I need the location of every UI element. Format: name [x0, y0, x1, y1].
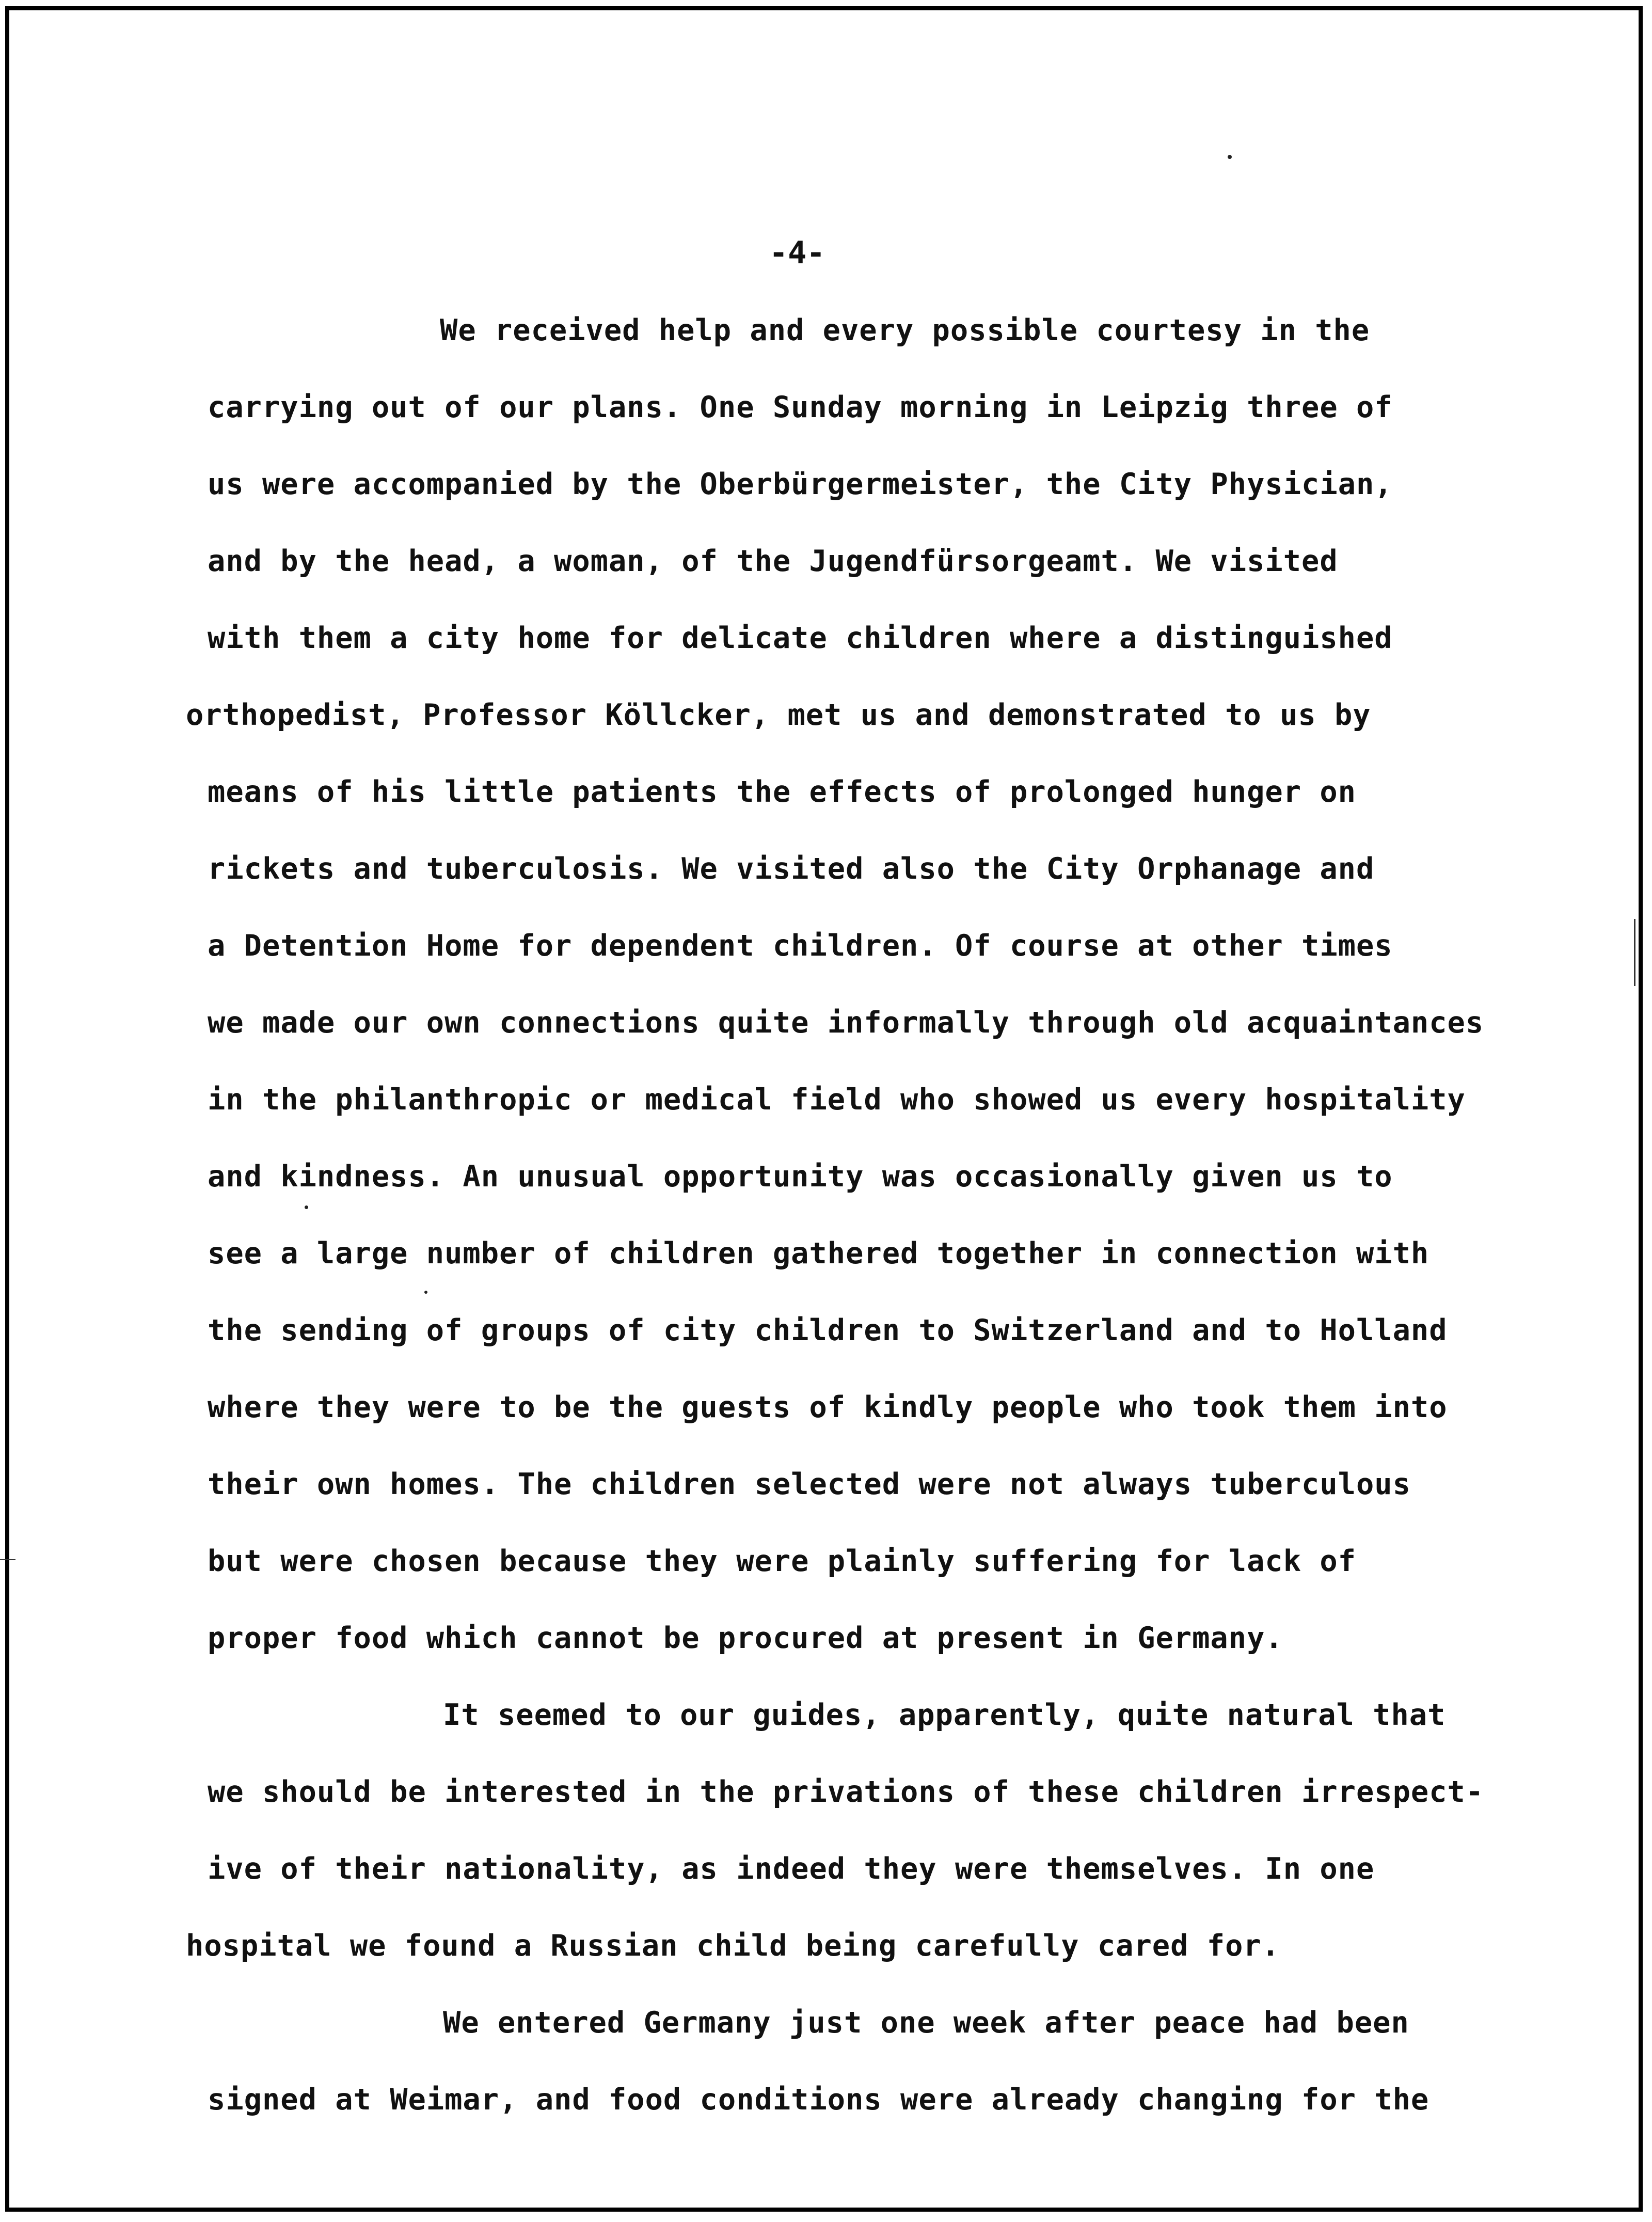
margin-mark [0, 1559, 15, 1560]
text-line: and kindness. An unusual opportunity was occasionally given us to [208, 1160, 1393, 1194]
text-line: rickets and tuberculosis. We visited also the City Orphanage and [208, 852, 1375, 886]
text-line: but were chosen because they were plainly suffering for lack of [208, 1544, 1356, 1578]
text-line: signed at Weimar, and food conditions were already changing for the [208, 2083, 1429, 2117]
text-line: hospital we found a Russian child being carefully cared for. [186, 1929, 1280, 1963]
text-line: see a large number of children gathered together in connection with [208, 1236, 1429, 1271]
text-line: We entered Germany just one week after peace had been [443, 2006, 1409, 2040]
text-line: carrying out of our plans. One Sunday morning in Leipzig three of [208, 390, 1393, 424]
ink-speck [305, 1205, 308, 1209]
text-line: and by the head, a woman, of the Jugendfürsorgeamt. We visited [208, 544, 1338, 578]
margin-mark [1634, 919, 1635, 986]
page-number: -4- [769, 235, 825, 271]
text-line: their own homes. The children selected were not always tuberculous [208, 1467, 1411, 1501]
text-line: means of his little patients the effects of prolonged hunger on [208, 775, 1356, 809]
text-line: we should be interested in the privations of these children irrespect- [208, 1775, 1484, 1809]
text-line: in the philanthropic or medical field who showed us every hospitality [208, 1083, 1466, 1117]
text-line: with them a city home for delicate children where a distinguished [208, 621, 1393, 655]
text-line: us were accompanied by the Oberbürgermeister, the City Physician, [208, 467, 1393, 501]
text-line: We received help and every possible courtesy in the [440, 313, 1370, 347]
ink-speck [424, 1291, 427, 1294]
text-line: we made our own connections quite informally through old acquaintances [208, 1006, 1484, 1040]
text-line: a Detention Home for dependent children. Of course at other times [208, 929, 1393, 963]
text-line: proper food which cannot be procured at present in Germany. [208, 1621, 1283, 1655]
text-line: orthopedist, Professor Köllcker, met us and demonstrated to us by [186, 698, 1371, 732]
text-line: It seemed to our guides, apparently, quite natural that [443, 1698, 1446, 1732]
text-line: ive of their nationality, as indeed they were themselves. In one [208, 1852, 1375, 1886]
text-line: the sending of groups of city children to Switzerland and to Holland [208, 1313, 1448, 1347]
text-line: where they were to be the guests of kindly people who took them into [208, 1390, 1448, 1424]
ink-speck [1228, 155, 1232, 159]
